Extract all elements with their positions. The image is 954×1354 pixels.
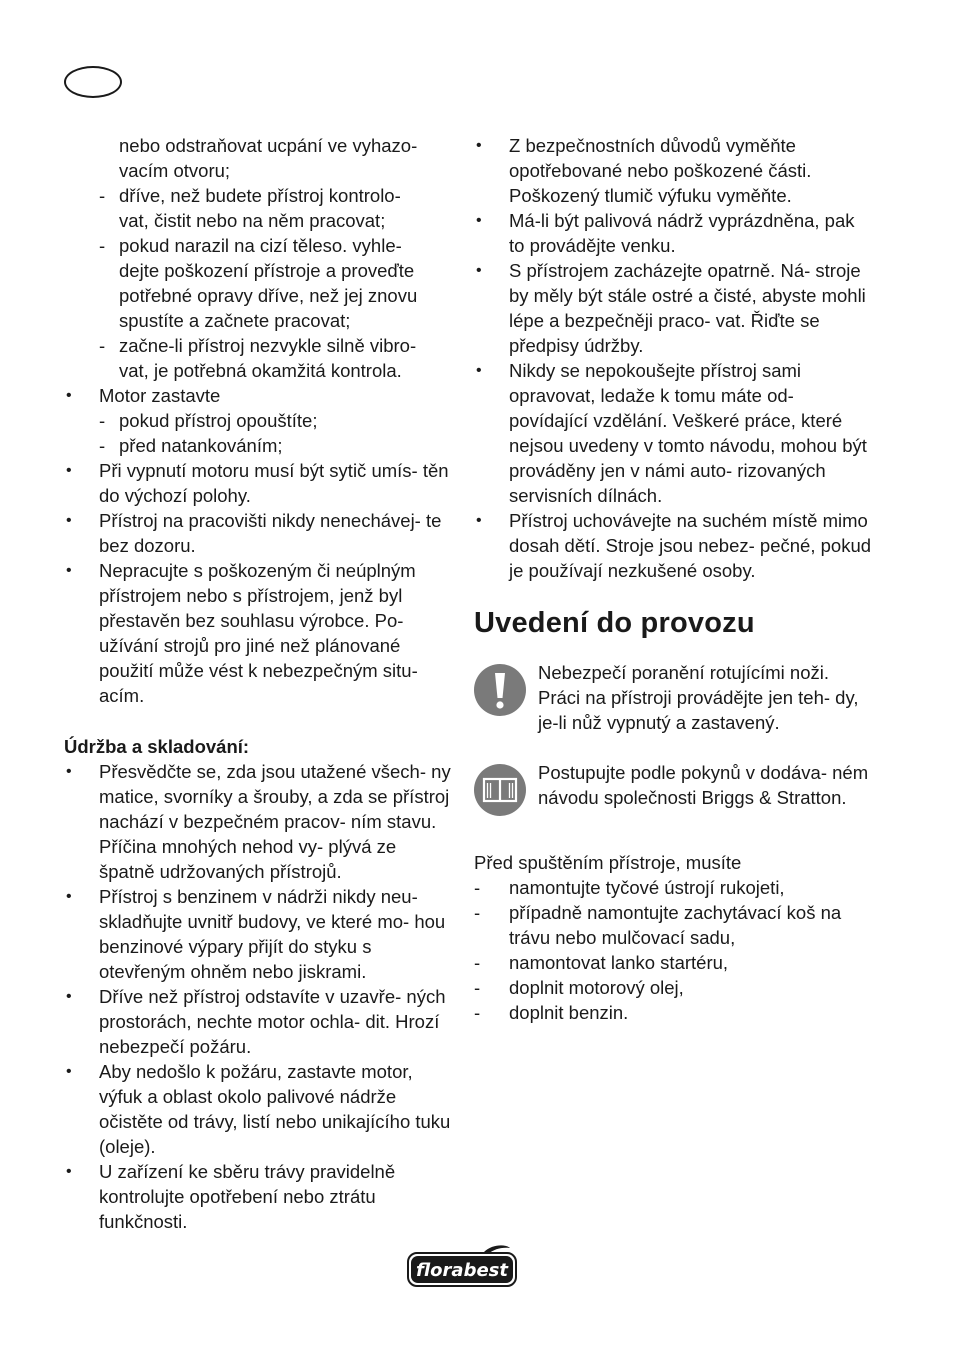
manual-text: Postupujte podle pokynů v dodáva- ném návodu společnosti Briggs & Stratton. <box>538 762 869 808</box>
dash-marker: - <box>474 902 481 923</box>
bullet-item <box>64 383 454 408</box>
dash-item <box>64 183 454 208</box>
bullet-marker: • <box>476 137 482 154</box>
text-line: nebo odstraňovat ucpání ve vyhazo- <box>119 135 418 156</box>
bullet-item <box>64 759 454 884</box>
text-line: dejte poškození přístroje a proveďte <box>119 260 415 281</box>
bullet-text: Přístroj uchovávejte na suchém místě mimo dosah dětí. Stroje jsou nebez- pečné, pokud je používají nezkušené osoby. <box>509 510 872 581</box>
dash-marker: - <box>474 1002 481 1023</box>
bullet-marker: • <box>66 763 72 780</box>
bullet-item <box>64 984 454 1059</box>
text-line: vat, čistit nebo na něm pracovat; <box>119 210 386 231</box>
exclamation-icon <box>474 664 526 716</box>
bullet-item <box>64 558 454 708</box>
warning-notice <box>474 660 874 735</box>
dash-marker: - <box>99 435 106 456</box>
text-line: spustíte a začnete pracovat; <box>119 310 351 331</box>
bullet-text: Nepracujte s poškozeným či neúplným přístrojem nebo s přístrojem, jenž byl přestavěn bez souhlasu výrobce. Po- užívání strojů pro jiné než plánované použití může vést k nebezpečným situ- acím. <box>99 560 418 706</box>
dash-text: začne-li přístroj nezvykle silně vibro- <box>119 335 417 356</box>
bullet-text: Nikdy se nepokoušejte přístroj sami opravovat, ledaže k tomu máte od- povídající vzdělání. Veškeré práce, které nejsou uvedeny v tomto návodu, mohou být prováděny jen v námi auto- rizovaných servisních dílnách. <box>509 360 867 506</box>
dash-marker: - <box>99 410 106 431</box>
bullet-item <box>474 208 874 258</box>
text-line: potřebné opravy dříve, než jej znovu <box>119 285 418 306</box>
dash-marker: - <box>474 952 481 973</box>
section-heading: Uvedení do provozu <box>474 607 755 639</box>
dash-marker: - <box>99 335 106 356</box>
step-item <box>474 900 874 950</box>
text-line: vacím otvoru; <box>119 160 231 181</box>
bullet-item <box>64 884 454 984</box>
dash-text: před natankováním; <box>119 435 283 456</box>
florabest-logo <box>406 1244 518 1288</box>
bullet-marker: • <box>66 462 72 479</box>
dash-item <box>64 333 454 358</box>
bullet-text: Má-li být palivová nádrž vyprázdněna, pak to provádějte venku. <box>509 210 855 256</box>
dash-text: dříve, než budete přístroj kontrolo- <box>119 185 401 206</box>
dash-text: pokud přístroj opouštíte; <box>119 410 318 431</box>
step-item <box>474 950 874 975</box>
bullet-text: Při vypnutí motoru musí být sytič umís- těn do výchozí polohy. <box>99 460 449 506</box>
bullet-text: Přesvědčte se, zda jsou utažené všech- ny matice, svorníky a šrouby, a zda se přístroj nachází v bezpečném pracov- ním stavu. Příčina mnohých nehod vy- plývá ze špatně udržovaných přístrojů. <box>99 761 451 882</box>
logo-text: florabest <box>416 1260 508 1281</box>
bullet-text: Přístroj s benzinem v nádrži nikdy neu- skladňujte uvnitř budovy, ve které mo- hou benzinové výpary přijít do styku s otevřeným ohněm nebo jiskrami. <box>99 886 446 982</box>
bullet-item <box>474 508 874 583</box>
bullet-marker: • <box>66 1163 72 1180</box>
bullet-item <box>64 1159 454 1234</box>
left-column <box>64 133 454 1234</box>
book-icon <box>474 764 526 816</box>
bullet-marker: • <box>476 262 482 279</box>
bullet-item <box>64 458 454 508</box>
manual-notice <box>474 760 874 835</box>
bullet-marker: • <box>476 212 482 229</box>
bullet-text: Přístroj na pracovišti nikdy nenechávej- te bez dozoru. <box>99 510 442 556</box>
dash-item <box>64 433 454 458</box>
step-text: doplnit benzin. <box>509 1002 629 1023</box>
language-badge <box>64 66 122 98</box>
dash-marker: - <box>474 977 481 998</box>
bullet-marker: • <box>476 512 482 529</box>
step-item <box>474 975 874 1000</box>
dash-item <box>64 408 454 433</box>
bullet-text: Aby nedošlo k požáru, zastavte motor, výfuk a oblast okolo palivové nádrže očistěte od trávy, listí nebo unikajícího tuku (oleje). <box>99 1061 451 1157</box>
step-item <box>474 875 874 900</box>
bullet-text: S přístrojem zacházejte opatrně. Ná- stroje by měly být stále ostré a čisté, abyste mohli lépe a bezpečněji praco- vat. Řiďte se předpisy údržby. <box>509 260 866 356</box>
step-text: doplnit motorový olej, <box>509 977 684 998</box>
bullet-item <box>64 508 454 558</box>
warning-text: Nebezpečí poranění rotujícími noži. Práci na přístroji provádějte jen teh- dy, je-li nůž vypnutý a zastavený. <box>538 662 859 733</box>
bullet-marker: • <box>66 387 72 404</box>
step-text: případně namontujte zachytávací koš na trávu nebo mulčovací sadu, <box>509 902 842 948</box>
bullet-marker: • <box>66 562 72 579</box>
dash-text: pokud narazil na cizí těleso. vyhle- <box>119 235 402 256</box>
bullet-item <box>474 133 874 208</box>
dash-marker: - <box>99 235 106 256</box>
dash-marker: - <box>99 185 106 206</box>
bullet-text: Z bezpečnostních důvodů vyměňte opotřebované nebo poškozené části. Poškozený tlumič výfuku vyměňte. <box>509 135 812 206</box>
step-text: namontujte tyčové ústrojí rukojeti, <box>509 877 785 898</box>
bullet-marker: • <box>66 1063 72 1080</box>
step-text: namontovat lanko startéru, <box>509 952 729 973</box>
dash-marker: - <box>474 877 481 898</box>
bullet-item <box>474 358 874 508</box>
bullet-marker: • <box>66 988 72 1005</box>
bullet-marker: • <box>66 512 72 529</box>
bullet-text: Dříve než přístroj odstavíte v uzavře- ných prostorách, nechte motor ochla- dit. Hrozí nebezpečí požáru. <box>99 986 446 1057</box>
text-line: vat, je potřebná okamžitá kontrola. <box>119 360 402 381</box>
before-start-text: Před spuštěním přístroje, musíte <box>474 852 742 873</box>
bullet-marker: • <box>476 362 482 379</box>
bullet-text: Motor zastavte <box>99 385 221 406</box>
right-column <box>474 133 874 1025</box>
dash-item <box>64 233 454 258</box>
maintenance-heading: Údržba a skladování: <box>64 736 250 757</box>
bullet-marker: • <box>66 888 72 905</box>
bullet-text: U zařízení ke sběru trávy pravidelně kontrolujte opotřebení nebo ztrátu funkčnosti. <box>99 1161 396 1232</box>
bullet-item <box>474 258 874 358</box>
bullet-item <box>64 1059 454 1159</box>
step-item <box>474 1000 874 1025</box>
